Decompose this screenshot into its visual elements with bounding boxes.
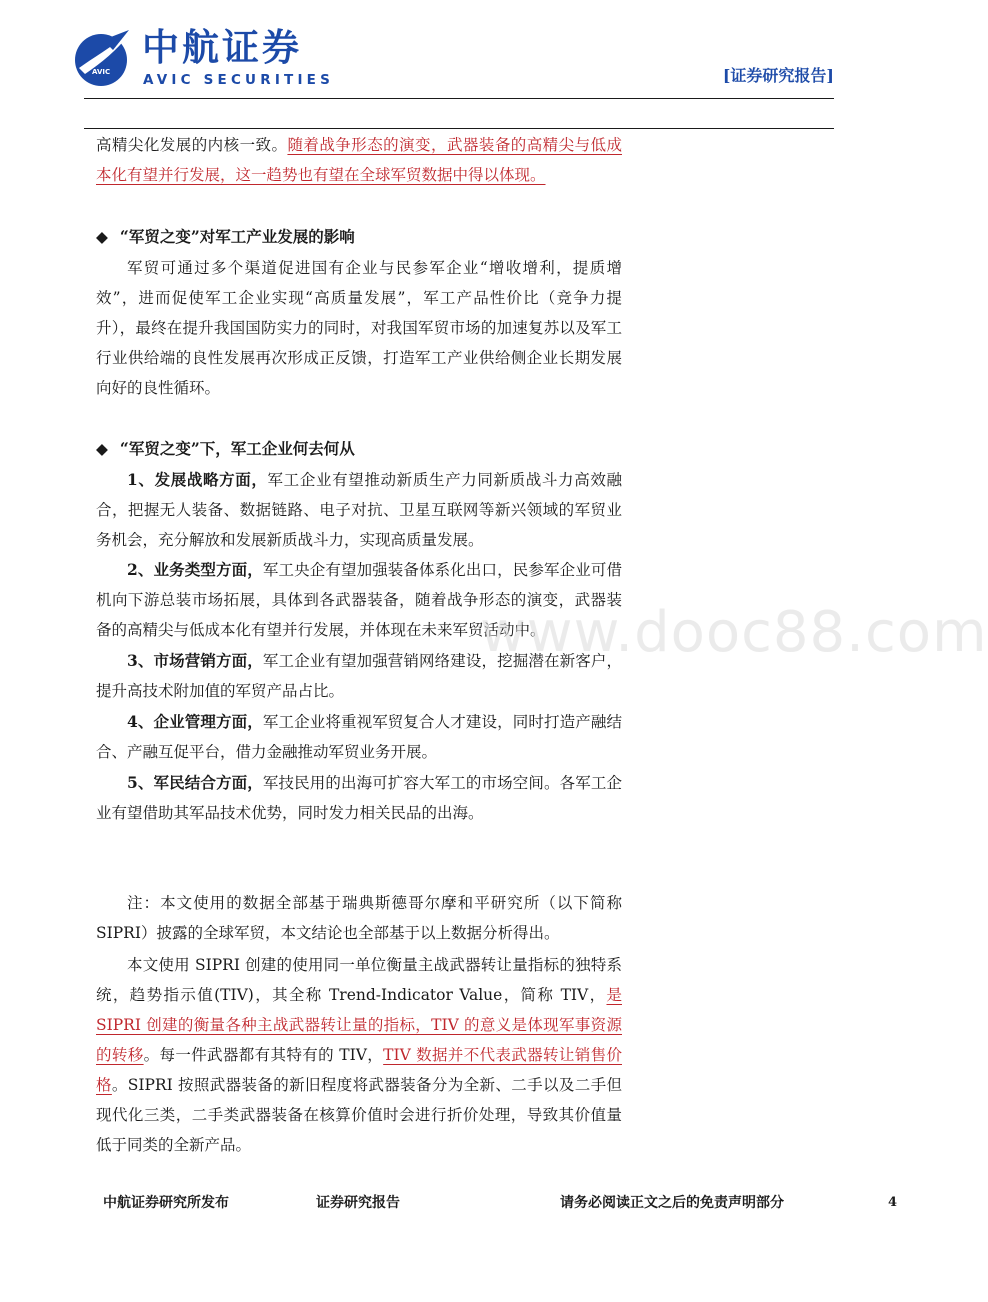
intro-text: 高精尖化发展的内核一致。 [96,136,288,154]
list-item-text: 军工企业将重视军贸复合人才建设，同时打造产融结合、产融互促平台，借力金融推动军贸业务开展。 [96,713,622,761]
company-logo-english: AVIC SECURITIES [143,72,335,88]
intro-paragraph [96,130,622,190]
section-paragraph: 军贸可通过多个渠道促进国有企业与民参军企业“增收增利，提质增效”，进而促使军工企业实现“高质量发展”，军工产品性价比（竞争力提升），最终在提升我国国防实力的同时，对我国军贸市场的加速复苏以及军工行业供给端的良性发展再次形成正反馈，打造军工产业供给侧企业长期发展向好的良性循环。 [96,259,622,397]
list-item-text: 军工企业有望加强营销网络建设，挖掘潜在新客户，提升高技术附加值的军贸产品占比。 [96,652,622,700]
list-item-text: 军工企业有望推动新质生产力同新质战斗力高效融合，把握无人装备、数据链路、电子对抗、卫星互联网等新兴领域的军贸业务机会，充分解放和发展新质战斗力，实现高质量发展。 [96,471,622,549]
company-logo-text: 中航证券 [142,26,302,69]
list-item [96,768,622,828]
avic-logo-icon [73,28,133,88]
report-type-tag: [证券研究报告] [722,66,834,85]
tiv-text: 。每一件武器都有其特有的 TIV， [143,1046,384,1064]
footer-publisher: 中航证券研究所发布 [103,1195,229,1211]
intro-highlight: 随着战争形态的演变，武器装备的高精尖与低成本化有望并行发展，这一趋势也有望在全球军贸数据中得以体现。 [96,136,622,184]
list-item [96,465,622,555]
page-number: 4 [888,1195,898,1210]
section-title: “军贸之变”下，军工企业何去何从 [119,439,355,458]
diamond-bullet-icon: ◆ [96,227,108,246]
footer-report-type: 证券研究报告 [316,1195,400,1211]
section-heading [96,434,355,464]
section-title: “军贸之变”对军工产业发展的影响 [119,227,355,246]
section-heading [96,222,355,252]
tiv-text: 本文使用 SIPRI 创建的使用同一单位衡量主战武器转让量指标的独特系统，趋势指示值(TIV)，其全称 Trend-Indicator Value，简称 TIV， [96,956,622,1004]
svg-text:AVIC: AVIC [92,68,111,76]
tiv-highlight: 是 SIPRI 创建的衡量各种主战武器转让量的指标，TIV 的意义是体现军事资源的转移 [96,986,622,1064]
tiv-text: 。SIPRI 按照武器装备的新旧程度将武器装备分为全新、二手以及二手但现代化三类，二手类武器装备在核算价值时会进行折价处理，导致其价值量低于同类的全新产品。 [96,1076,622,1154]
watermark: www.dooc88.com [480,600,988,665]
list-item-lead: 5、军民结合方面， [127,773,263,792]
note-paragraph: 注：本文使用的数据全部基于瑞典斯德哥尔摩和平研究所（以下简称 SIPRI）披露的全球军贸，本文结论也全部基于以上数据分析得出。 [96,894,622,942]
list-item-text: 军工央企有望加强装备体系化出口，民参军企业可借机向下游总装市场拓展，具体到各武器装备，随着战争形态的演变，武器装备的高精尖与低成本化有望并行发展，并体现在未来军贸活动中。 [96,561,622,639]
list-item-lead: 3、市场营销方面， [127,651,263,670]
tiv-paragraph [96,950,622,1160]
list-item-lead: 2、业务类型方面， [127,560,263,579]
list-item-lead: 4、企业管理方面， [127,712,263,731]
tiv-highlight: TIV 数据并不代表武器转让销售价格 [96,1046,622,1094]
list-item [96,707,622,767]
diamond-bullet-icon: ◆ [96,439,108,458]
list-item-lead: 1、发展战略方面， [127,470,268,489]
footer-disclaimer: 请务必阅读正文之后的免责声明部分 [560,1195,784,1211]
header-divider-lower [84,128,834,129]
list-item-text: 军技民用的出海可扩容大军工的市场空间。各军工企业有望借助其军品技术优势，同时发力相关民品的出海。 [96,774,622,822]
header-divider [84,98,834,99]
